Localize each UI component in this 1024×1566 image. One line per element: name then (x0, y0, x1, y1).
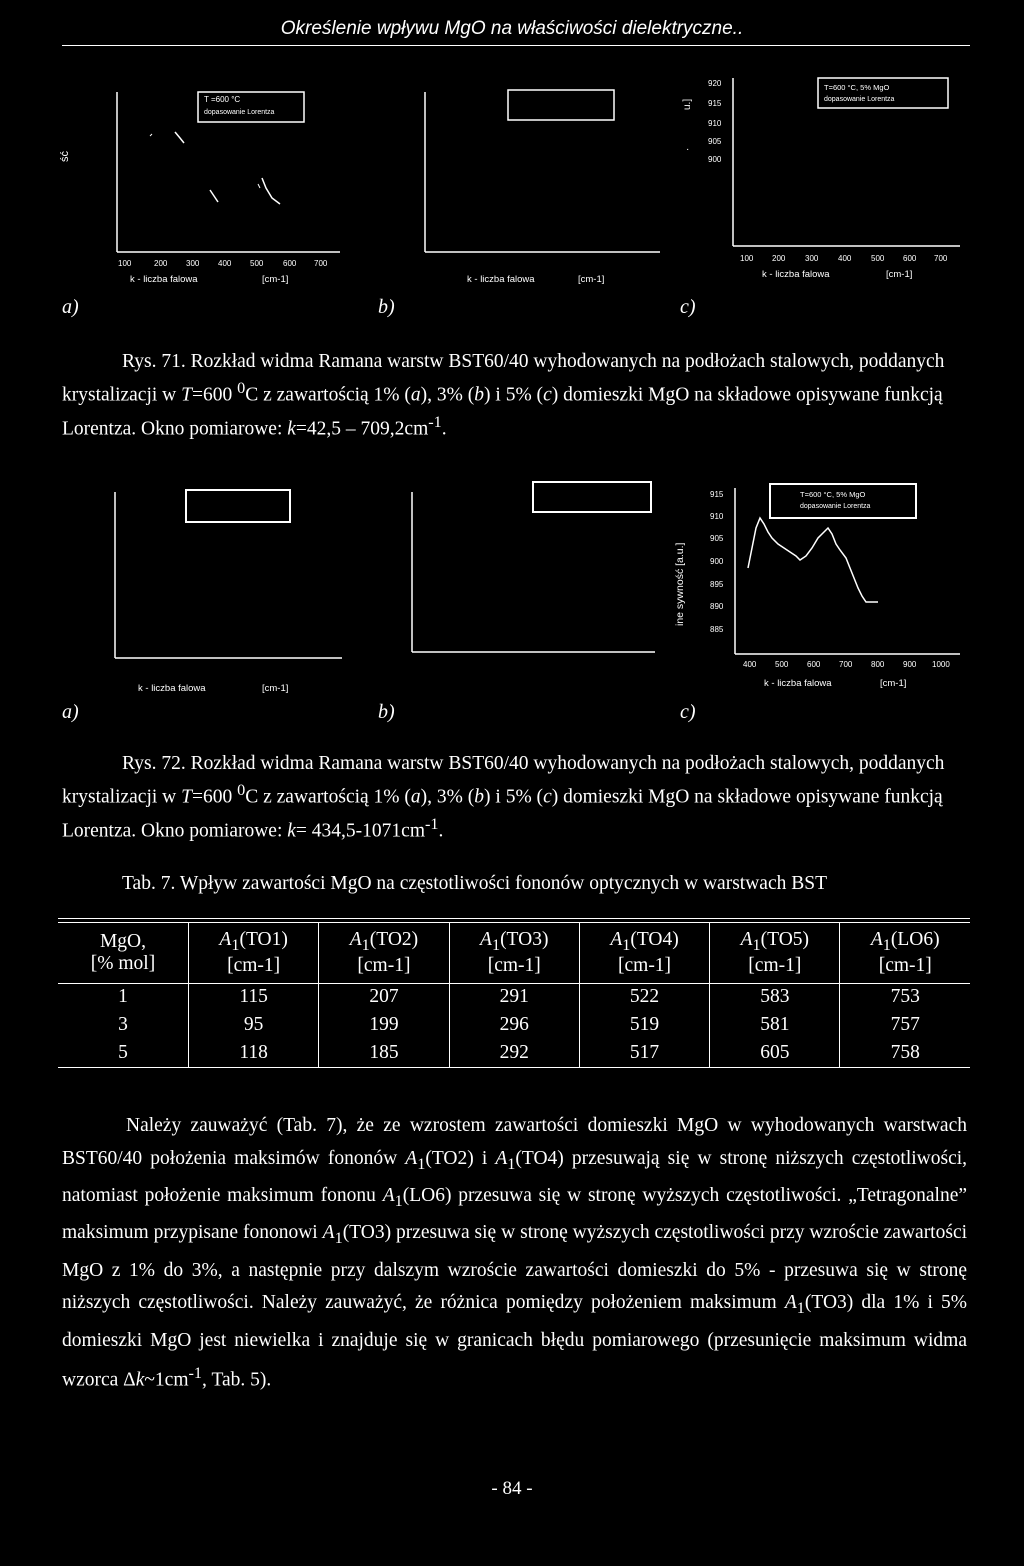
caption71-b: b (474, 384, 485, 406)
table-cell: 753 (840, 983, 970, 1011)
caption72-exp: -1 (425, 814, 439, 833)
header-sub: 1 (752, 935, 761, 954)
fig71c-ytick: 915 (708, 99, 722, 108)
caption72-text6: ) domieszki MgO na składowe opisywane funkcją Lorentza. Okno pomiarowe: (62, 786, 943, 841)
fig71a-xtick: 500 (250, 259, 264, 268)
caption72-text3: C z zawartością 1% ( (245, 786, 411, 808)
header-to4-l1 (580, 929, 709, 955)
fig72-label-a: a) (62, 701, 79, 723)
fig71b-legend-box (508, 90, 614, 120)
table-cell: 758 (840, 1039, 970, 1067)
fig71b-xlabel: k - liczba falowa (467, 274, 535, 285)
header-label: (TO1) (239, 928, 288, 950)
table-cell: 519 (579, 1011, 709, 1039)
fig72c-ytick: 905 (710, 534, 724, 543)
running-header: Określenie wpływu MgO na właściwości dielektryczne.. (280, 18, 744, 39)
header-label: (TO5) (760, 928, 810, 950)
para-text: (TO4) przesuwają się w stronę niższych częstotliwości, natomiast położenie maksimum fononu (62, 1147, 968, 1206)
fig72a-legend-box (186, 490, 290, 522)
header-to5-l2: [cm-1] (748, 954, 802, 976)
para-text: (TO3) dla 1% i 5% domieszki MgO jest niewielka i znajduje się w granicach błędu pomiarowego (przesunięcie maksimum widma wzorca Δ (62, 1292, 967, 1391)
para-sym: A (322, 1222, 335, 1244)
header-sub: 1 (231, 935, 240, 954)
fig71c-legend-2: dopasowanie Lorentza (824, 96, 895, 103)
table-header-row (58, 923, 970, 983)
header-label: (TO3) (500, 928, 549, 950)
fig72c-legend-1: T=600 °C, 5% MgO (800, 490, 866, 499)
para-sym: A (784, 1292, 797, 1314)
fig72c-xtick: 1000 (932, 660, 950, 669)
fig72c-ytick: 910 (710, 512, 724, 521)
header-label: (TO2) (369, 928, 419, 950)
table-cell: 583 (710, 983, 840, 1011)
para-sub: 1 (417, 1154, 426, 1173)
para-sym: A (405, 1147, 418, 1169)
fig72c-xtick: 500 (775, 660, 789, 669)
header-sub: 1 (491, 935, 501, 954)
header-sym: A (480, 928, 492, 950)
fig71c-xunit: [cm-1] (886, 269, 913, 280)
fig72c-xlabel: k - liczba falowa (764, 678, 832, 689)
figure-71-panels (0, 60, 1024, 330)
figure-72-panels (0, 478, 1024, 728)
fig71a-xtick: 100 (118, 259, 132, 268)
fig72c-xtick: 700 (839, 660, 853, 669)
figure-71-caption (62, 348, 962, 442)
fig71a-xunit: [cm-1] (262, 274, 289, 285)
fig71c-xtick: 500 (871, 254, 885, 263)
caption71-text5: ) i 5% ( (484, 384, 544, 406)
fig72c-ytick: 890 (710, 602, 724, 611)
caption71-range: =42,5 – 709,2cm (295, 418, 429, 439)
header-sym: A (740, 928, 753, 950)
fig72c-ytick: 895 (710, 580, 724, 589)
caption72-text2: =600 (191, 786, 233, 808)
para-k: k (135, 1369, 145, 1391)
header-to1-l1 (189, 929, 318, 955)
header-sym: A (610, 928, 623, 950)
header-lo6-l1 (840, 929, 970, 955)
fig72a-xunit: [cm-1] (262, 683, 289, 694)
header-to3-l1 (450, 929, 579, 955)
caption71-text2: =600 (191, 384, 233, 406)
caption71-text1: Rozkład widma Ramana warstw BST60/40 wyhodowanych na podłożach stalowych, poddanych krystalizacji w (62, 351, 945, 406)
header-to1 (189, 923, 319, 983)
figure-71 (0, 60, 1024, 330)
header-to1-l2: [cm-1] (227, 954, 281, 976)
fig71a-xtick: 700 (314, 259, 328, 268)
para-text: Należy zauważyć (Tab. 7), że ze wzrostem zawartości domieszki MgO w wyhodowanych warstwach BST60/40 położenia maksimów fononów (62, 1115, 967, 1169)
fig71c-ytick: 905 (708, 137, 722, 146)
para-text: ~1cm (144, 1369, 189, 1391)
table-cell: 581 (710, 1011, 840, 1039)
header-to2-l2: [cm-1] (357, 954, 411, 976)
fig72-panel-a (115, 490, 342, 694)
fig72c-xtick: 800 (871, 660, 885, 669)
fig71a-xtick: 300 (186, 259, 200, 268)
header-sym: A (349, 928, 362, 950)
para-text: , Tab. 5). (202, 1369, 272, 1391)
fig71-panel-b (425, 90, 660, 285)
para-sub: 1 (394, 1191, 403, 1210)
caption71-prefix: Rys. 71. (122, 351, 186, 372)
fig72-label-b: b) (378, 701, 395, 723)
fig71c-ytick: 920 (708, 79, 722, 88)
fig72c-ytick: 900 (710, 557, 724, 566)
table-cell: 757 (840, 1011, 970, 1039)
para-sym: A (382, 1184, 395, 1206)
table-row (58, 1011, 970, 1039)
header-rule (62, 45, 970, 46)
figure-72 (0, 478, 1024, 728)
fig71a-xticks (118, 259, 328, 268)
fig72b-legend-box (533, 482, 651, 512)
fig72c-xticks (743, 660, 950, 669)
header-lo6-l2: [cm-1] (878, 954, 932, 976)
fig71-label-b: b) (378, 296, 395, 318)
para-sym: A (495, 1147, 508, 1169)
table-cell: 199 (319, 1011, 449, 1039)
fig71a-xtick: 200 (154, 259, 168, 268)
caption72-end: . (438, 820, 444, 841)
fig71a-legend-2: dopasowanie Lorentza (204, 109, 275, 116)
para-sub: 1 (507, 1154, 516, 1173)
caption72-a: a (410, 786, 421, 808)
table-7 (58, 918, 970, 1068)
header-to2-l1 (319, 929, 448, 955)
table-7-grid (58, 923, 970, 1068)
fig72c-xtick: 600 (807, 660, 821, 669)
body-paragraph (62, 1110, 967, 1397)
fig72c-spectrum (748, 518, 878, 602)
table-row (58, 1039, 970, 1067)
caption71-k: k (287, 418, 296, 439)
para-text: (LO6) przesuwa się w stronę wyższych częstotliwości. „Tetragonalne” maksimum przypisane fononowi (62, 1184, 968, 1244)
table-cell: 522 (579, 983, 709, 1011)
header-to5-l1 (710, 929, 839, 955)
fig71c-ylabel: u.] (682, 98, 693, 110)
fig71c-yticks (708, 79, 722, 164)
figure-72-caption (62, 750, 962, 844)
caption71-T: T (181, 384, 192, 406)
fig72-panel-c (674, 484, 960, 689)
table-cell: 1 (118, 986, 128, 1008)
fig71a-ylabel: ść (59, 151, 71, 162)
caption72-text1: Rozkład widma Ramana warstw BST60/40 wyhodowanych na podłożach stalowych, poddanych krystalizacji w (62, 753, 945, 808)
table-7-title: Tab. 7. Wpływ zawartości MgO na częstotliwości fononów optycznych w warstwach BST (122, 873, 827, 894)
caption72-k: k (287, 820, 296, 841)
caption72-text5: ) i 5% ( (484, 786, 544, 808)
fig71c-ytick: 910 (708, 119, 722, 128)
caption71-exp: -1 (428, 412, 442, 431)
caption71-end: . (441, 418, 447, 439)
header-mgo-l1: MgO, (99, 930, 147, 952)
page-number: - 84 - (491, 1478, 533, 1499)
para-text: (TO2) i (425, 1147, 488, 1169)
fig71c-xtick: 700 (934, 254, 948, 263)
caption71-c: c (543, 384, 552, 406)
table-row (58, 983, 970, 1011)
caption71-text6: ) domieszki MgO na składowe opisywane funkcją Lorentza. Okno pomiarowe: (62, 384, 943, 439)
caption71-text3: C z zawartością 1% ( (245, 384, 411, 406)
para-exp: -1 (188, 1364, 203, 1383)
header-to3-l2: [cm-1] (487, 954, 541, 976)
table-cell: 115 (189, 983, 319, 1011)
caption72-c: c (543, 786, 552, 808)
header-label: (LO6) (890, 928, 940, 950)
header-sub: 1 (361, 935, 370, 954)
header-to4-l2: [cm-1] (618, 954, 672, 976)
header-to4 (579, 923, 709, 983)
table-cell: 296 (449, 1011, 579, 1039)
table-cell: 291 (449, 983, 579, 1011)
fig72c-legend-2: dopasowanie Lorentza (800, 503, 871, 510)
fig71c-ytick: 900 (708, 155, 722, 164)
header-lo6 (840, 923, 970, 983)
header-mgo (58, 923, 189, 983)
fig71c-xtick: 400 (838, 254, 852, 263)
header-sub: 1 (622, 935, 631, 954)
fig71c-ylabel-fragment: · (686, 144, 690, 155)
fig71a-legend-1: T =600 °C (204, 95, 241, 104)
fig71c-xlabel: k - liczba falowa (762, 269, 830, 280)
table-cell: 292 (449, 1039, 579, 1067)
table-cell: 95 (189, 1011, 319, 1039)
header-to5 (710, 923, 840, 983)
fig71c-xtick: 200 (772, 254, 786, 263)
fig71c-legend-1: T=600 °C, 5% MgO (824, 83, 890, 92)
fig72-label-c: c) (680, 701, 696, 723)
fig72c-xtick: 900 (903, 660, 917, 669)
fig72-panel-b (412, 482, 655, 652)
fig72c-yticks (710, 490, 724, 634)
caption72-text4: ), 3% ( (420, 786, 475, 808)
fig72c-ytick: 915 (710, 490, 724, 499)
fig72c-ylabel: ine sywność [a.u.] (674, 542, 686, 626)
fig71c-xtick: 300 (805, 254, 819, 263)
para-sub: 1 (334, 1229, 343, 1248)
caption71-a: a (410, 384, 421, 406)
fig71a-xtick: 400 (218, 259, 232, 268)
caption72-T: T (181, 786, 192, 808)
header-sym: A (870, 928, 883, 950)
table-cell: 207 (319, 983, 449, 1011)
fig72c-xunit: [cm-1] (880, 678, 907, 689)
header-to3 (449, 923, 579, 983)
table-cell: 517 (579, 1039, 709, 1067)
caption72-prefix: Rys. 72. (122, 753, 186, 774)
table-cell: 605 (710, 1039, 840, 1067)
fig72c-xtick: 400 (743, 660, 757, 669)
para-sub: 1 (796, 1299, 805, 1318)
fig71-panel-a (59, 92, 340, 285)
caption71-deg: 0 (237, 379, 246, 397)
fig71a-xtick: 600 (283, 259, 297, 268)
caption72-range: = 434,5-1071cm (295, 820, 425, 841)
fig71c-xticks (740, 254, 948, 263)
header-to2 (319, 923, 449, 983)
table-top-rule (58, 918, 970, 919)
header-sym: A (219, 928, 232, 950)
caption71-text4: ), 3% ( (420, 384, 475, 406)
table-cell: 118 (189, 1039, 319, 1067)
fig71-label-c: c) (680, 296, 696, 318)
fig71b-xunit: [cm-1] (578, 274, 605, 285)
fig72a-xlabel: k - liczba falowa (138, 683, 206, 694)
header-sub: 1 (882, 935, 891, 954)
table-cell: 5 (118, 1041, 128, 1063)
caption72-b: b (474, 786, 485, 808)
table-cell: 185 (319, 1039, 449, 1067)
header-mgo-l2: [% mol] (90, 952, 156, 974)
fig71a-xlabel: k - liczba falowa (130, 274, 198, 285)
fig71-label-a: a) (62, 296, 79, 318)
fig71-panel-c (682, 78, 960, 280)
fig72c-ytick: 885 (710, 625, 724, 634)
para-text: (TO3) przesuwa się w stronę wyższych częstotliwości przy wzroście zawartości MgO z 1% do 3%, a następnie przy dalszym wzroście zawartości domieszki do 5% - przesuwa się w stronę niższych częstotliwości. Należy zauważyć, że różnica pomiędzy położeniem maksimum (62, 1222, 968, 1314)
header-label: (TO4) (630, 928, 679, 950)
fig71c-xtick: 600 (903, 254, 917, 263)
table-cell: 3 (118, 1014, 128, 1035)
caption72-deg: 0 (237, 781, 246, 799)
fig71c-xtick: 100 (740, 254, 754, 263)
